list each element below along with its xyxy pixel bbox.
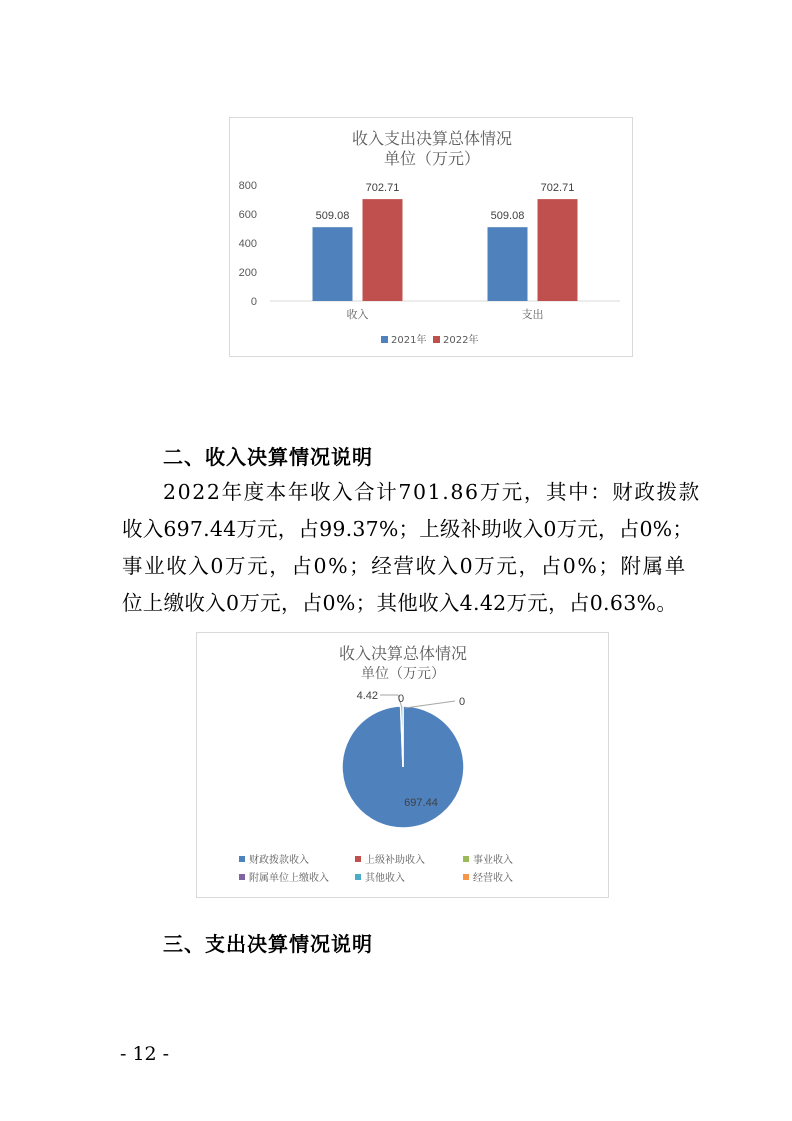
y-tick-label: 800: [238, 180, 257, 192]
legend-label: 2022年: [443, 335, 479, 346]
pie-chart-svg: [197, 633, 610, 899]
legend-swatch: [433, 336, 440, 343]
bar-data-label: 509.08: [315, 210, 350, 223]
legend-swatch: [463, 874, 469, 880]
pie-chart: [196, 632, 609, 898]
bar: [488, 227, 528, 301]
legend-swatch: [463, 856, 469, 862]
section-2-paragraph: [122, 474, 701, 622]
y-tick-label: 0: [250, 296, 257, 308]
paragraph-line-4: 位上缴收入0万元，占0%；其他收入4.42万元，占0.63%。: [122, 591, 678, 615]
bar-chart-title: 收入支出决算总体情况: [351, 129, 513, 148]
section-3-heading: 三、支出决算情况说明: [163, 932, 373, 956]
paragraph-line-2: 收入697.44万元，占99.37%；上级补助收入0万元，占0%；: [122, 517, 694, 541]
bar: [363, 199, 403, 301]
legend-label: 上级补助收入: [365, 855, 425, 866]
paragraph-line-1: 2022年度本年收入合计701.86万元，其中：财政拨款: [163, 480, 701, 504]
legend-swatch: [239, 856, 245, 862]
legend-swatch: [381, 336, 388, 343]
section-2-heading: 二、收入决算情况说明: [163, 445, 373, 469]
paragraph-line-3: 事业收入0万元，占0%；经营收入0万元，占0%；附属单: [122, 554, 687, 578]
y-tick-label: 600: [238, 209, 257, 221]
legend-label: 附属单位上缴收入: [249, 873, 329, 884]
legend-label: 其他收入: [365, 873, 405, 884]
legend-label: 经营收入: [473, 873, 513, 884]
pie-data-label: 697.44: [404, 797, 438, 809]
bar-chart: [229, 117, 633, 357]
bar-data-label: 509.08: [490, 210, 525, 223]
x-tick-label: 支出: [521, 309, 544, 321]
leader-line: [405, 701, 455, 708]
legend-swatch: [239, 874, 245, 880]
bar-chart-subtitle: 单位（万元）: [383, 149, 481, 168]
pie-data-label: 4.42: [356, 690, 378, 702]
y-tick-label: 400: [238, 238, 257, 250]
y-tick-label: 200: [238, 267, 257, 279]
bar: [313, 227, 353, 301]
legend-swatch: [355, 856, 361, 862]
legend-swatch: [355, 874, 361, 880]
legend-label: 事业收入: [473, 855, 513, 866]
x-tick-label: 收入: [346, 309, 369, 321]
legend-label: 2021年: [391, 335, 427, 346]
bar-chart-svg: [230, 118, 634, 358]
bar-data-label: 702.71: [540, 182, 575, 195]
legend-label: 财政拨款收入: [249, 855, 309, 866]
pie-data-label: 0: [459, 696, 466, 708]
pie-data-label: 0: [397, 693, 405, 705]
bar-data-label: 702.71: [365, 182, 400, 195]
pie-chart-subtitle: 单位（万元）: [361, 666, 445, 682]
pie-chart-title: 收入决算总体情况: [338, 644, 468, 663]
page-number: - 12 -: [120, 1043, 170, 1065]
bar: [538, 199, 578, 301]
